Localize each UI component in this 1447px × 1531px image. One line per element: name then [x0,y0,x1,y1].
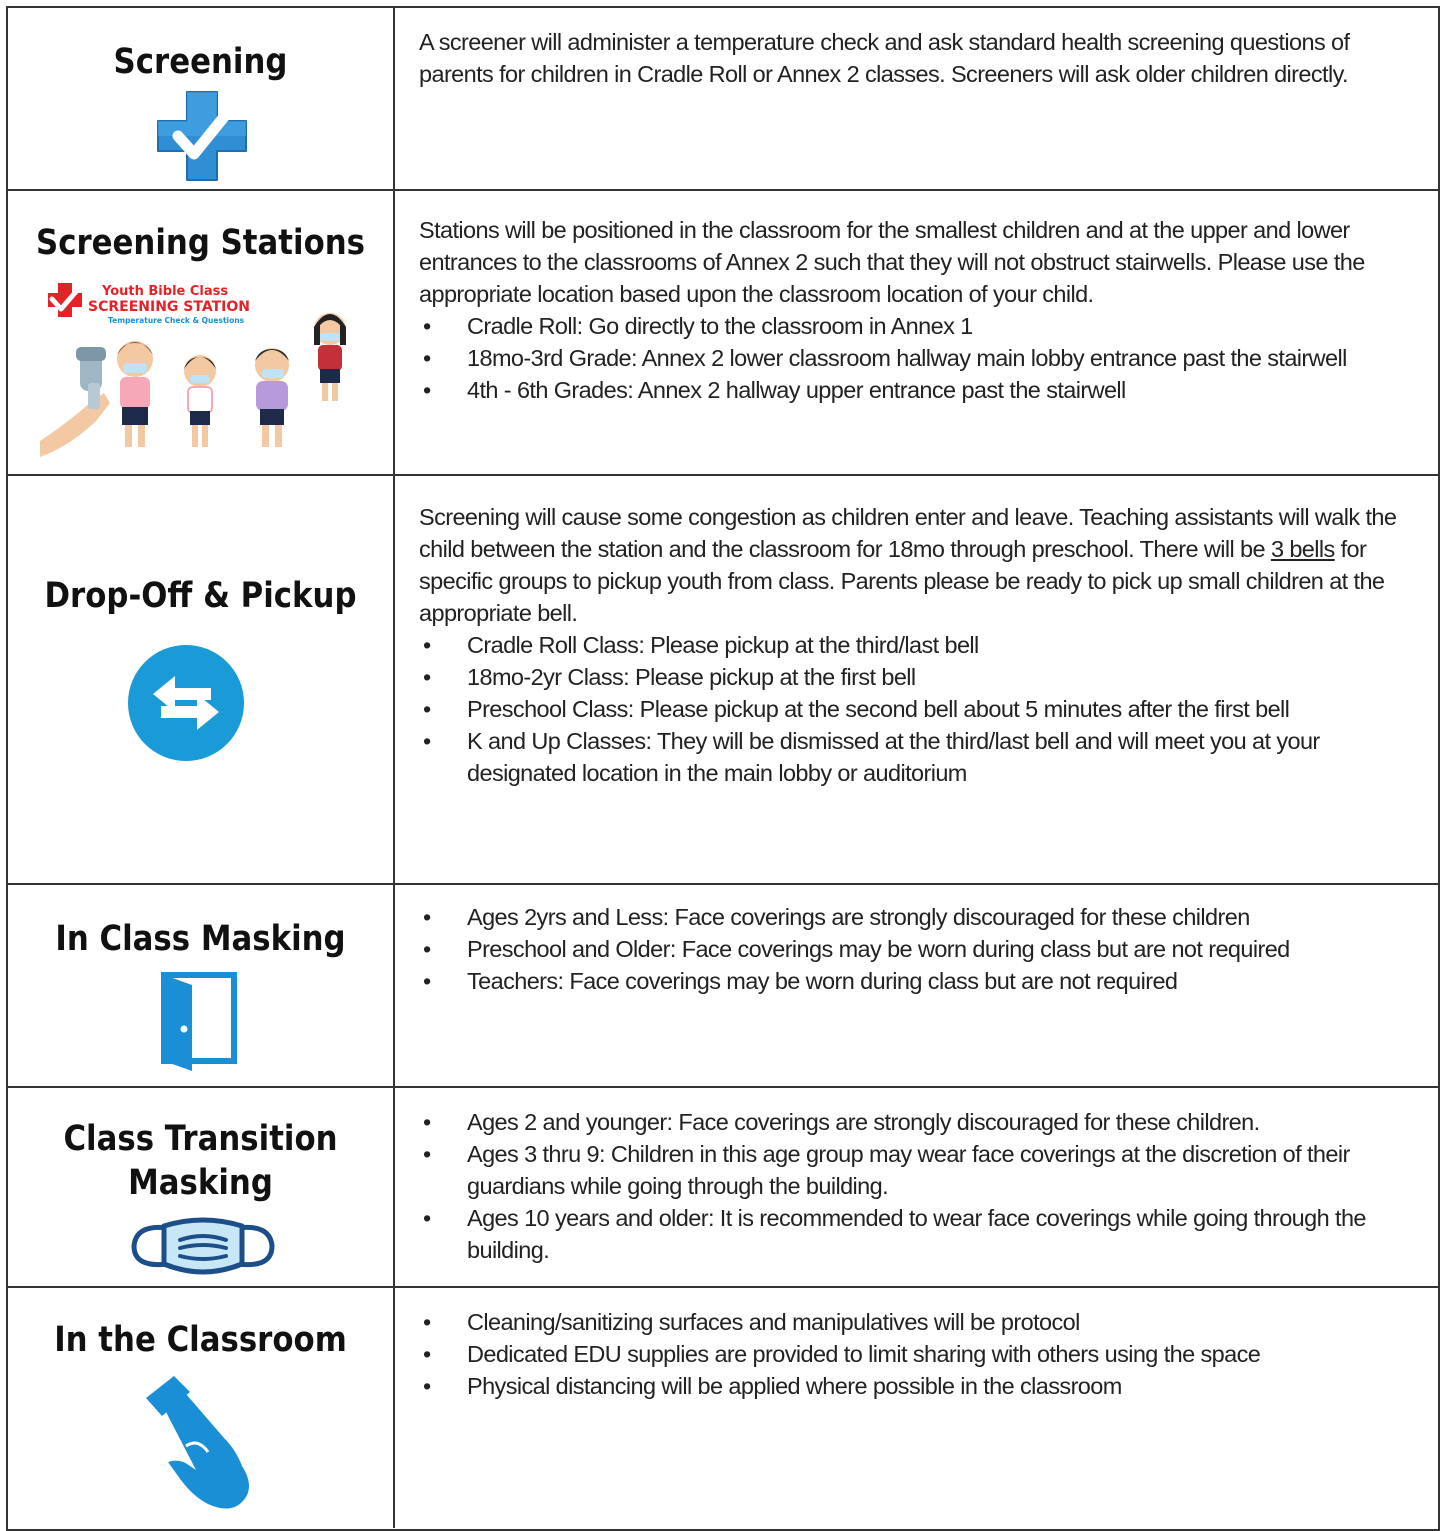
row-heading-cell [8,191,395,474]
row-title: Screening Stations [36,223,365,263]
list-item: • Cleaning/sanitizing surfaces and manipulatives will be protocol [419,1306,1426,1338]
list-item: • Ages 2yrs and Less: Face coverings are strongly discouraged for these children [419,901,1426,933]
station-sign-line1: Youth Bible Class [102,284,229,299]
row-content-cell [397,476,1438,883]
row-in-the-classroom [8,1288,1438,1528]
row-screening-stations [8,191,1438,476]
list-item: • Preschool and Older: Face coverings may be worn during class but are not required [419,933,1426,965]
list-item: • Physical distancing will be applied where possible in the classroom [419,1370,1426,1402]
face-mask-icon [128,1214,278,1278]
row-drop-off-pickup [8,476,1438,885]
row-text-part: Screening will cause some congestion as children enter and leave. Teaching assistants will walk the child between the station and the classroom for 18mo through preschool. There will be [419,504,1397,562]
row-text [419,501,1426,629]
list-item: • Ages 10 years and older: It is recommended to wear face coverings while going through the building. [419,1202,1426,1266]
list-item: • Dedicated EDU supplies are provided to limit sharing with others using the space [419,1338,1426,1370]
row-title-line1: Class Transition [63,1119,338,1159]
row-content-cell [397,1288,1438,1528]
list-item: • Cradle Roll Class: Please pickup at the third/last bell [419,629,1426,661]
bullet-list [419,901,1426,997]
row-title: In the Classroom [54,1320,347,1360]
list-item: • K and Up Classes: They will be dismissed at the third/last bell and will meet you at your designated location in the main lobby or auditorium [419,725,1426,789]
row-content-cell [397,885,1438,1086]
row-heading-cell [8,885,395,1086]
screening-station-illustration [40,271,360,467]
list-item: • Teachers: Face coverings may be worn during class but are not required [419,965,1426,997]
row-title-line2: Masking [128,1163,273,1203]
medical-cross-check-icon [154,88,250,184]
row-content-cell [397,1088,1438,1286]
station-sign-line3: Temperature Check & Questions [108,316,245,325]
station-sign-line2: SCREENING STATION [88,299,250,315]
bullet-list [419,1306,1426,1402]
row-text: Stations will be positioned in the classroom for the smallest children and at the upper and lower entrances to the classrooms of Annex 2 such that they will not obstruct stairwells. Please use the appropriate location based upon the classroom location of your child. [419,217,1365,307]
row-heading-cell [8,8,395,189]
swap-arrows-icon [127,644,245,762]
bullet-list [419,629,1426,789]
row-class-transition-masking [8,1088,1438,1288]
row-in-class-masking [8,885,1438,1088]
row-text: A screener will administer a temperature check and ask standard health screening questions of parents for children in Cradle Roll or Annex 2 classes. Screeners will ask older children directly. [419,29,1350,87]
list-item: • Ages 2 and younger: Face coverings are strongly discouraged for these children. [419,1106,1426,1138]
row-screening [8,8,1438,191]
row-heading-cell [8,476,395,883]
row-title: Screening [113,42,288,82]
door-icon [160,971,240,1075]
list-item: • Preschool Class: Please pickup at the second bell about 5 minutes after the first bell [419,693,1426,725]
bullet-list [419,310,1426,406]
guidelines-table [6,6,1440,1531]
row-content-cell [397,8,1438,189]
bells-underlined: 3 bells [1270,536,1335,562]
list-item: • Cradle Roll: Go directly to the classroom in Annex 1 [419,310,1426,342]
row-content-cell [397,191,1438,474]
row-heading-cell [8,1088,395,1286]
list-item: • Ages 3 thru 9: Children in this age group may wear face coverings at the discretion of their guardians while going through the building. [419,1138,1426,1202]
row-title: In Class Masking [55,919,346,959]
list-item: • 18mo-3rd Grade: Annex 2 lower classroom hallway main lobby entrance past the stairwell [419,342,1426,374]
row-title: Drop-Off & Pickup [44,576,357,616]
list-item: • 4th - 6th Grades: Annex 2 hallway upper entrance past the stairwell [419,374,1426,406]
list-item: • 18mo-2yr Class: Please pickup at the first bell [419,661,1426,693]
row-text-part: for specific groups to pickup youth from class. Parents please be ready to pick up small children at the appropriate bell. [419,536,1385,626]
bullet-list [419,1106,1426,1266]
sanitizing-hand-icon [138,1376,268,1526]
row-heading-cell [8,1288,395,1528]
